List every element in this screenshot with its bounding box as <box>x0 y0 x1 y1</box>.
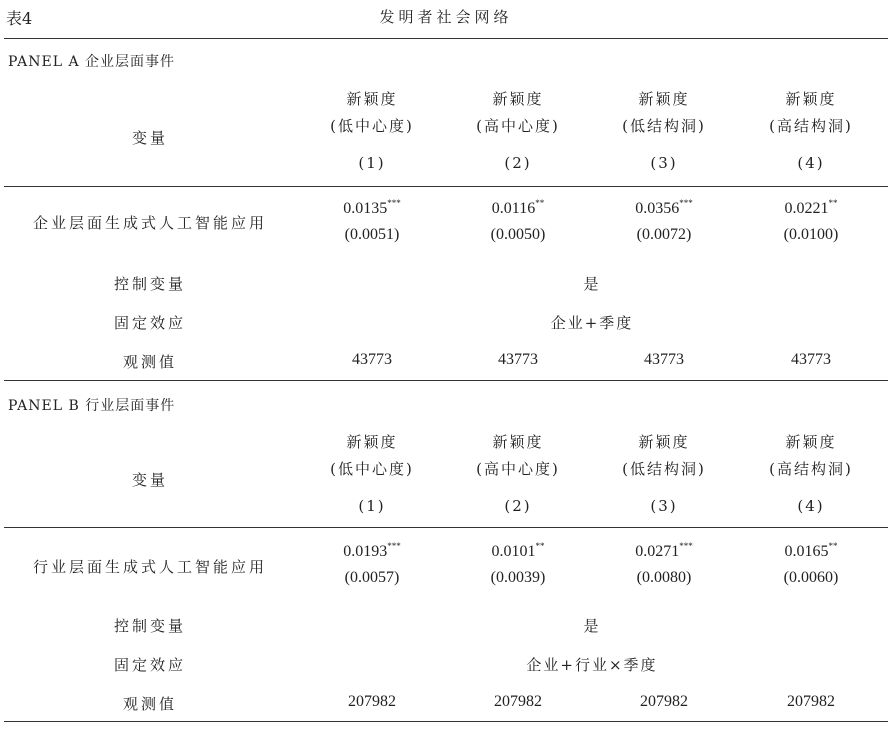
variable-header: 变量 <box>131 129 168 147</box>
observations-cell: 207982 <box>348 693 396 710</box>
observations-label: 观测值 <box>122 695 177 713</box>
observations-cell: 207982 <box>494 693 542 710</box>
coefficient-cell: 0.0193*** (0.0057) <box>343 541 401 586</box>
fixed-effects-label: 固定效应 <box>113 314 186 332</box>
column-header: 新颖度 (低结构洞) (3) <box>622 433 706 515</box>
coefficient-cell: 0.0356*** (0.0072) <box>635 198 693 243</box>
panel-divider-rule <box>4 380 888 381</box>
coefficient-cell: 0.0165** (0.0060) <box>783 541 839 586</box>
header-rule <box>4 186 888 187</box>
controls-label: 控制变量 <box>113 275 186 293</box>
regressor-label: 行业层面生成式人工智能应用 <box>32 558 267 576</box>
table-label: 表4 <box>6 9 33 28</box>
panel-title: PANEL B 行业层面事件 <box>8 398 176 414</box>
observations-cell: 207982 <box>787 693 835 710</box>
controls-value: 是 <box>583 617 601 635</box>
coefficient-cell: 0.0135*** (0.0051) <box>343 198 401 243</box>
column-header: 新颖度 (高中心度) (2) <box>476 433 560 515</box>
column-header: 新颖度 (高结构洞) (4) <box>769 90 853 172</box>
bottom-rule <box>4 721 888 722</box>
column-header: 新颖度 (低结构洞) (3) <box>622 90 706 172</box>
fixed-effects-value: 企业+行业×季度 <box>526 656 658 674</box>
column-header: 新颖度 (高结构洞) (4) <box>769 433 853 515</box>
panel-title: PANEL A 企业层面事件 <box>8 54 176 70</box>
column-header: 新颖度 (高中心度) (2) <box>476 90 560 172</box>
header-rule <box>4 527 888 528</box>
fixed-effects-value: 企业+季度 <box>550 314 634 332</box>
controls-value: 是 <box>583 275 601 293</box>
table-title: 发明者社会网络 <box>379 8 513 26</box>
observations-cell: 43773 <box>498 351 538 368</box>
top-rule <box>4 38 888 39</box>
observations-label: 观测值 <box>122 353 177 371</box>
observations-cell: 43773 <box>352 351 392 368</box>
column-header: 新颖度 (低中心度) (1) <box>330 90 414 172</box>
observations-cell: 43773 <box>644 351 684 368</box>
coefficient-cell: 0.0101** (0.0039) <box>490 541 546 586</box>
coefficient-cell: 0.0221** (0.0100) <box>783 198 839 243</box>
variable-header: 变量 <box>131 471 168 489</box>
observations-cell: 207982 <box>640 693 688 710</box>
column-header: 新颖度 (低中心度) (1) <box>330 433 414 515</box>
controls-label: 控制变量 <box>113 617 186 635</box>
observations-cell: 43773 <box>791 351 831 368</box>
regressor-label: 企业层面生成式人工智能应用 <box>32 214 267 232</box>
coefficient-cell: 0.0271*** (0.0080) <box>635 541 693 586</box>
coefficient-cell: 0.0116** (0.0050) <box>490 198 546 243</box>
fixed-effects-label: 固定效应 <box>113 656 186 674</box>
